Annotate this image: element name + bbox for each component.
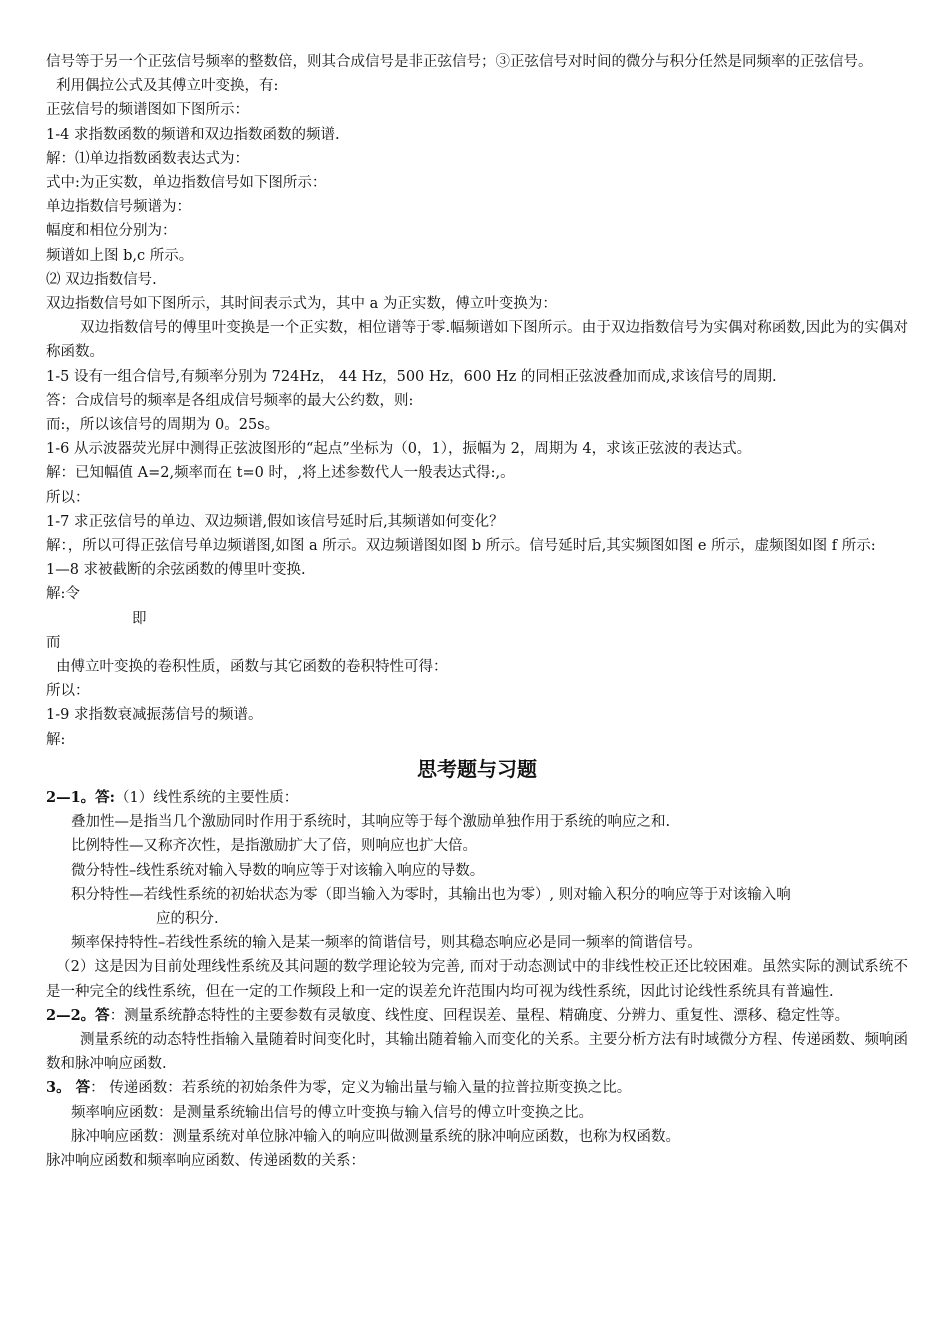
text-line: 解:: [46, 731, 66, 748]
problem-heading: 1-5 设有一组合信号,有频率分别为 724Hz， 44 Hz，500 Hz，600 Hz 的同相正弦波叠加而成,求该信号的周期.: [46, 368, 777, 385]
answer-label: 3。 答: [46, 1079, 91, 1097]
text-line: ⑵ 双边指数信号.: [46, 271, 157, 288]
text-line: 比例特性—又称齐次性，是指激励扩大了倍，则响应也扩大倍。: [71, 838, 477, 855]
section-title: 思考题与习题: [417, 756, 537, 781]
text-line: 频谱如上图 b,c 所示。: [46, 247, 194, 264]
text-line: 即: [132, 610, 147, 627]
problem-heading: 1—8 求被截断的余弦函数的傅里叶变换.: [46, 562, 306, 579]
text-line: 应的积分.: [156, 910, 219, 927]
answer-text: ：测量系统静态特性的主要参数有灵敏度、线性度、回程误差、量程、精确度、分辨力、重复性、漂移、稳定性等。: [109, 1007, 850, 1024]
text-line: 解:令: [46, 586, 80, 603]
text-line: 所以：: [46, 683, 90, 700]
text-line: 幅度和相位分别为：: [46, 223, 177, 240]
text-line: 而:，所以该信号的周期为 0。25s。: [46, 417, 280, 434]
text-line: 测量系统的动态特性指输入量随着时间变化时，其输出随着输入而变化的关系。主要分析方法有时域微分方程、传递函数、频响函数和脉冲响应函数.: [46, 1031, 908, 1073]
answer-label: 2—2。答: [46, 1006, 110, 1024]
text-line: 叠加性—是指当几个激励同时作用于系统时，其响应等于每个激励单独作用于系统的响应之和.: [71, 814, 671, 831]
text-line: 信号等于另一个正弦信号频率的整数倍，则其合成信号是非正弦信号；③正弦信号对时间的微分与积分任然是同频率的正弦信号。: [46, 54, 873, 70]
text-line: 正弦信号的频谱图如下图所示：: [46, 102, 249, 119]
text-line: 答：合成信号的频率是各组成信号频率的最大公约数，则:: [46, 392, 414, 409]
answer-label: 2—1。答:: [46, 788, 116, 806]
text-line: 积分特性—若线性系统的初始状态为零（即当输入为零时，其输出也为零）, 则对输入积分的响应等于对该输入响: [71, 886, 791, 903]
text-line: 解：，所以可得正弦信号单边频谱图,如图 a 所示。双边频谱图如图 b 所示。信号延时后,其实频图如图 e 所示，虚频图如图 f 所示:: [46, 538, 876, 555]
text-line: 解：已知幅值 A=2,频率而在 t=0 时，,将上述参数代人一般表达式得:,。: [46, 465, 515, 482]
answer-2-2: [46, 1004, 908, 1028]
text-line: 而: [46, 634, 61, 651]
text-line: 双边指数信号如下图所示，其时间表示式为，其中 a 为正实数，傅立叶变换为：: [46, 296, 557, 313]
text-line: 单边指数信号频谱为：: [46, 199, 191, 216]
document-page: [46, 50, 908, 1173]
text-line: 双边指数信号的傅里叶变换是一个正实数，相位谱等于零.幅频谱如下图所示。由于双边指数信号为实偶对称函数,因此为的实偶对称函数。: [46, 320, 908, 361]
text-line: 脉冲响应函数：测量系统对单位脉冲输入的响应叫做测量系统的脉冲响应函数，也称为权函数。: [71, 1128, 680, 1145]
answer-text: （1）线性系统的主要性质：: [115, 789, 299, 806]
text-line: （2）这是因为目前处理线性系统及其问题的数学理论较为完善, 而对于动态测试中的非线性校正还比较困难。虽然实际的测试系统不是一种完全的线性系统，但在一定的工作频段上和一定的误差允许范围内均可视为线性系统，因此讨论线性系统具有普遍性.: [46, 959, 908, 1000]
text-line: 利用偶拉公式及其傅立叶变换，有:: [56, 78, 279, 95]
text-line: 频率响应函数：是测量系统输出信号的傅立叶变换与输入信号的傅立叶变换之比。: [71, 1104, 593, 1121]
text-line: 式中:为正实数，单边指数信号如下图所示：: [46, 175, 327, 192]
text-line: 脉冲响应函数和频率响应函数、传递函数的关系：: [46, 1152, 365, 1169]
problem-heading: 1-6 从示波器荧光屏中测得正弦波图形的“起点”坐标为（0，1），振幅为 2，周期为 4，求该正弦波的表达式。: [46, 441, 752, 458]
text-line: 频率保持特性–若线性系统的输入是某一频率的简谐信号，则其稳态响应必是同一频率的简谐信号。: [71, 935, 702, 952]
text-line: 所以：: [46, 489, 90, 506]
problem-heading: 1-4 求指数函数的频谱和双边指数函数的频谱.: [46, 126, 340, 143]
text-line: 解：⑴单边指数函数表达式为：: [46, 150, 249, 167]
problem-heading: 1-7 求正弦信号的单边、双边频谱,假如该信号延时后,其频谱如何变化？: [46, 513, 504, 530]
text-line: 由傅立叶变换的卷积性质，函数与其它函数的卷积特性可得：: [56, 659, 448, 676]
answer-2-1: [46, 786, 908, 810]
answer-text: ： 传递函数：若系统的初始条件为零，定义为输出量与输入量的拉普拉斯变换之比。: [90, 1080, 632, 1097]
answer-3: [46, 1076, 908, 1100]
text-line: 微分特性–线性系统对输入导数的响应等于对该输入响应的导数。: [71, 862, 485, 879]
problem-heading: 1-9 求指数衰减振荡信号的频谱。: [46, 707, 263, 724]
